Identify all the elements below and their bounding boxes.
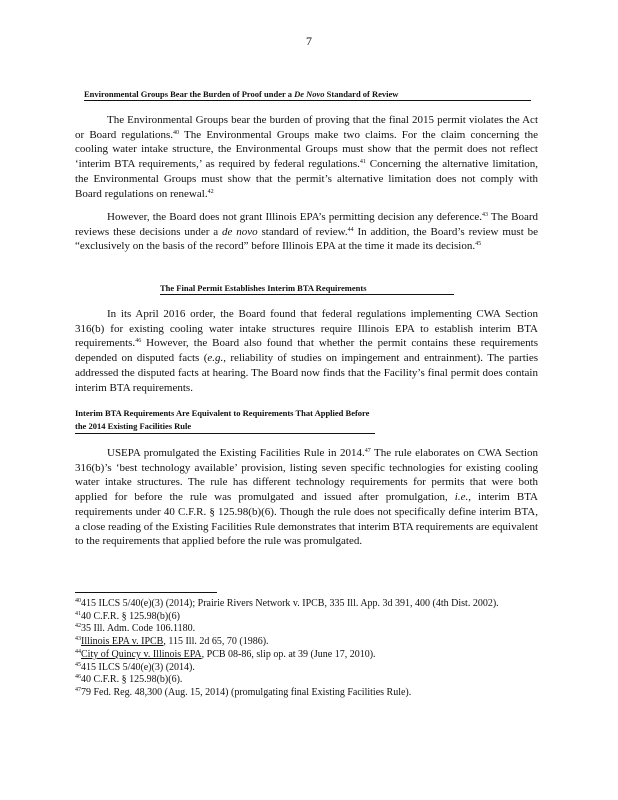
text-run: The Environmental Groups make two claims. For the claim concerning the cooling water intake structure, the Environmental Groups must show that the permit does not reflect ‘interim BTA requirements,’ as required by federal regulations. [75,128,538,171]
text-run: , reliability of studies on impingement and entrainment). The parties addressed the disputed facts at hearing. The Board now finds that the Facility’s final permit does contain interim BTA requirements. [75,352,538,394]
text-run: The Environmental Groups bear the burden of proving that the final 2015 permit violates the Act or Board regulations. [75,114,538,141]
footnote-reference: 40 [173,129,180,136]
heading-text: Environmental Groups Bear the Burden of Proof under a [84,89,295,99]
footnote-reference: 41 [359,159,366,166]
footnote [75,623,538,636]
footnote-number: 43 [75,636,81,643]
footnote-number: 44 [75,648,81,655]
italic-text: i.e. [454,491,469,504]
footnotes [75,598,538,700]
page-number: 7 [306,34,312,48]
footnote-number: 46 [75,674,81,681]
text-run: , PCB 08-86, slip op. at 39 (June 17, 2010). [201,648,376,660]
text-run: However, the Board does not grant Illinois EPA’s permitting decision any deference. [107,211,482,223]
italic-text: de novo [222,225,258,238]
footnote-reference: 44 [347,226,354,233]
text-run: 35 Ill. Adm. Code 106.1180. [81,623,196,635]
text-run: , 115 Ill. 2d 65, 70 (1986). [163,636,269,648]
text-run: 40 C.F.R. § 125.98(b)(6). [81,674,183,686]
body-paragraph [75,307,538,395]
heading-italic-text: De Novo [294,89,325,99]
text-run: However, the Board also found that whether the permit contains these requirements depended on disputed facts ( [75,337,538,365]
text-run: The Board reviews these decisions under a [75,211,538,238]
section-heading-interim-bta: Interim BTA Requirements Are Equivalent to Requirements That Applied Before the 2014 Existing Facilities Rule [75,407,375,434]
text-run: 415 ILCS 5/40(e)(3) (2014). [81,661,195,673]
footnote-reference: 46 [135,338,142,345]
text-run: 40 C.F.R. § 125.98(b)(6) [81,610,180,622]
text-run: 415 ILCS 5/40(e)(3) (2014); Prairie Rivers Network v. IPCB, 335 Ill. App. 3d 391, 400 (4th Dist. 2002). [81,598,499,609]
text-run: 79 Fed. Reg. 48,300 (Aug. 15, 2014) (promulgating final Existing Facilities Rule). [81,686,412,698]
text-run: In its April 2016 order, the Board found that federal regulations implementing CWA Section 316(b) for existing cooling water intake structures require Illinois EPA to establish interim BTA requirements. [75,308,538,350]
case-name: City of Quincy v. Illinois EPA [81,648,202,660]
footnote [75,662,538,675]
footnote-reference: 42 [207,188,214,195]
body-paragraph [75,113,538,201]
text-run: Concerning the alternative limitation, the Environmental Groups must show that the permit’s alternative limitation does not comply with Board regulations on renewal. [75,158,538,200]
section-heading-burden-of-proof [84,89,531,101]
footnote-number: 42 [75,623,81,630]
text-run: In addition, the Board’s review must be “exclusively on the basis of the record” before Illinois EPA at the time it made its decision. [75,225,538,253]
footnote-number: 40 [75,598,81,604]
body-paragraph [75,210,538,254]
heading-text: Standard of Review [324,89,399,99]
footnote-number: 47 [75,686,81,693]
footnote-number: 41 [75,610,81,617]
text-run: USEPA promulgated the Existing Facilities Rule in 2014. [107,447,365,459]
text-run: , interim BTA requirements under 40 C.F.R. § 125.98(b)(6). Though the rule does not specifically define interim BTA, a close reading of the Existing Facilities Rule demonstrates that interim BTA requirements are equivalent to the requirements that applied before the rule was promulgated. [75,491,538,548]
text-run: standard of review. [257,225,348,238]
footnote [75,687,538,700]
footnote-reference: 43 [481,212,488,218]
footnote [75,598,538,611]
footnote-reference: 47 [364,448,371,454]
footnote [75,674,538,687]
footnote [75,611,538,624]
footnote-divider [75,592,217,593]
footnote [75,649,538,662]
footnote-reference: 45 [475,241,482,248]
case-name: Illinois EPA v. IPCB [81,636,164,648]
italic-text: e.g. [207,352,224,365]
body-paragraph [75,446,538,549]
footnote [75,636,538,649]
section-heading-final-permit: The Final Permit Establishes Interim BTA Requirements [160,283,454,295]
footnote-number: 45 [75,661,81,668]
text-run: The rule elaborates on CWA Section 316(b)’s ‘best technology available’ provision, listing seven specific technologies for existing cooling water intake structures. The rule has different technology requirements for permits that were both applied for before the rule was promulgated and issued after promulgation, [75,447,539,504]
